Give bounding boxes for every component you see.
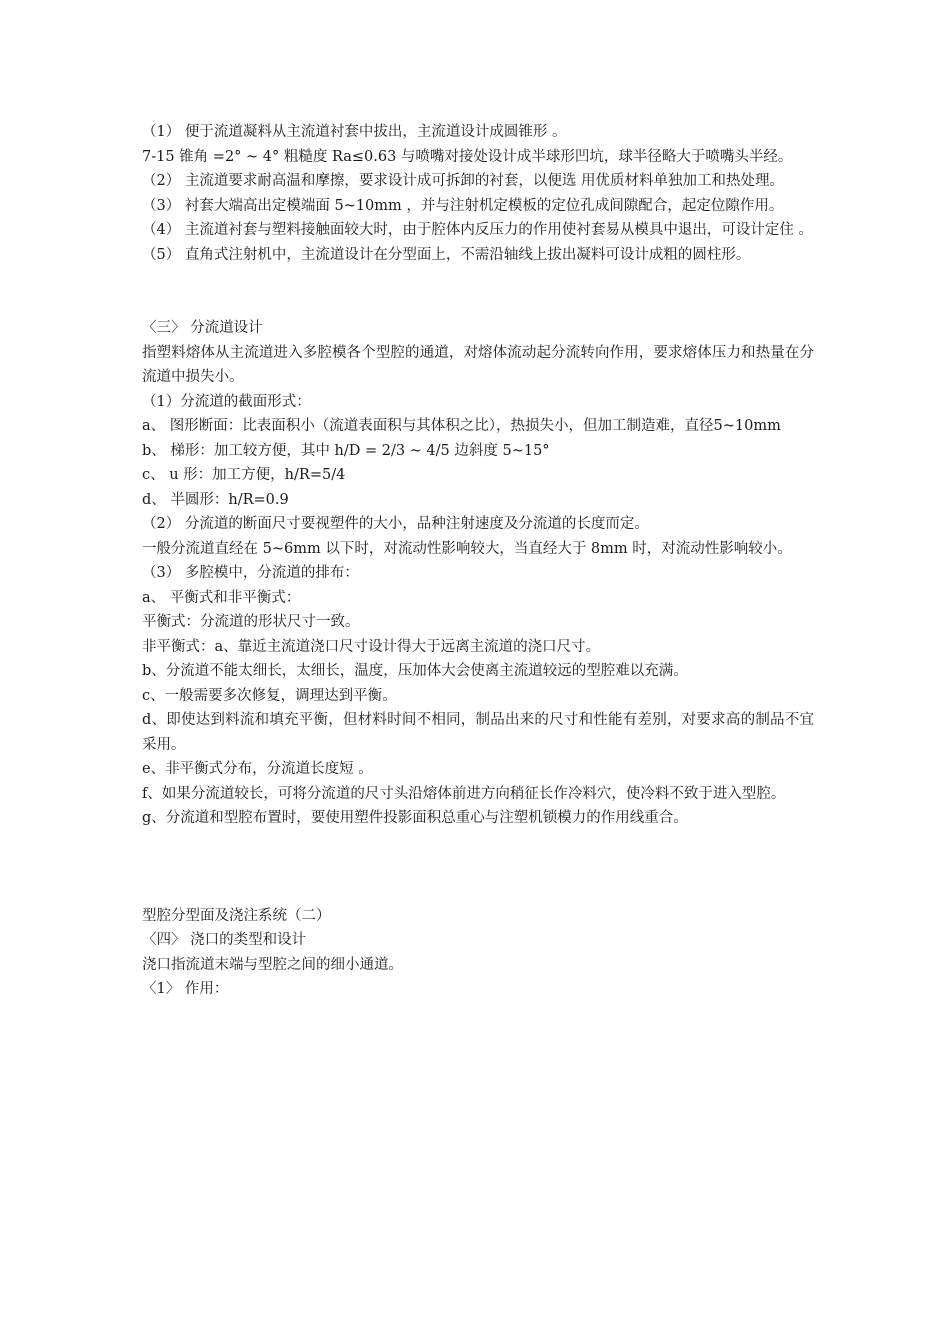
paragraph: a、 平衡式和非平衡式： [142,589,301,606]
paragraph: （2） 主流道要求耐高温和摩擦，要求设计成可拆卸的衬套，以便选 用优质材料单独加工和热处理。 [142,173,784,189]
paragraph: d、即使达到料流和填充平衡，但材料时间不相同，制品出来的尺寸和性能有差别，对要求高的制品不宜采用。 [142,712,814,753]
paragraph: b、分流道不能太细长，太细长，温度，压加体大会使离主流道较远的型腔难以充满。 [142,663,688,679]
paragraph: d、 半圆形：h/R=0.9 [142,491,289,508]
paragraph: （3） 衬套大端高出定模端面 5~10mm ，并与注射机定模板的定位孔成间隙配合，起定位隙作用。 [142,197,784,214]
paragraph: （2） 分流道的断面尺寸要视塑件的大小，品种注射速度及分流道的长度而定。 [142,516,649,532]
paragraph: 指塑料熔体从主流道进入多腔模各个型腔的通道，对熔体流动起分流转向作用，要求熔体压力和热量在分流道中损失小。 [142,344,814,385]
gate-design-section [142,904,814,1002]
paragraph: c、一般需要多次修复，调理达到平衡。 [142,687,397,704]
section-heading: 〈四〉 浇口的类型和设计 [142,932,307,948]
section-heading: 〈三〉 分流道设计 [142,320,263,336]
paragraph: f、如果分流道较长，可将分流道的尺寸头沿熔体前进方向稍征长作冷料穴，使冷料不致于进入型腔。 [142,785,786,802]
paragraph: 平衡式：分流道的形状尺寸一致。 [142,614,360,630]
paragraph: 7-15 锥角 =2° ~ 4° 粗糙度 Ra≤0.63 与喷嘴对接处设计成半球形凹坑，球半径略大于喷嘴头半经。 [142,148,793,165]
paragraph: b、 梯形：加工较方便，其中 h/D = 2/3 ~ 4/5 边斜度 5~15° [142,442,550,459]
paragraph: （4） 主流道衬套与塑料接触面较大时，由于腔体内反压力的作用使衬套易从模具中退出，可设计定住 。 [142,222,813,238]
paragraph: 非平衡式：a、靠近主流道浇口尺寸设计得大于远离主流道的浇口尺寸。 [142,638,601,655]
runner-design-section [142,316,814,831]
paragraph: 〈1〉 作用： [142,981,229,997]
paragraph: （3） 多腔模中，分流道的排布： [142,565,359,581]
paragraph: g、分流道和型腔布置时，要使用塑件投影面积总重心与注塑机锁模力的作用线重合。 [142,810,688,826]
paragraph: 一般分流道直经在 5~6mm 以下时，对流动性影响较大，当直经大于 8mm 时，对流动性影响较小。 [142,540,792,557]
paragraph: （1） 便于流道凝料从主流道衬套中拔出，主流道设计成圆锥形 。 [142,124,567,140]
paragraph: a、 图形断面：比表面积小（流道表面积与其体积之比），热损失小，但加工制造难，直径5~10mm [142,418,781,434]
document-page [142,120,814,1002]
paragraph: （1）分流道的截面形式： [142,393,311,410]
paragraph: c、 u 形：加工方便，h/R=5/4 [142,467,346,483]
sprue-design-notes [142,120,814,267]
paragraph: e、非平衡式分布，分流道长度短 。 [142,761,373,777]
section-title: 型腔分型面及浇注系统（二） [142,907,331,924]
paragraph: 浇口指流道末端与型腔之间的细小通道。 [142,956,403,973]
paragraph: （5） 直角式注射机中，主流道设计在分型面上，不需沿轴线上拔出凝料可设计成粗的圆柱形。 [142,246,751,263]
